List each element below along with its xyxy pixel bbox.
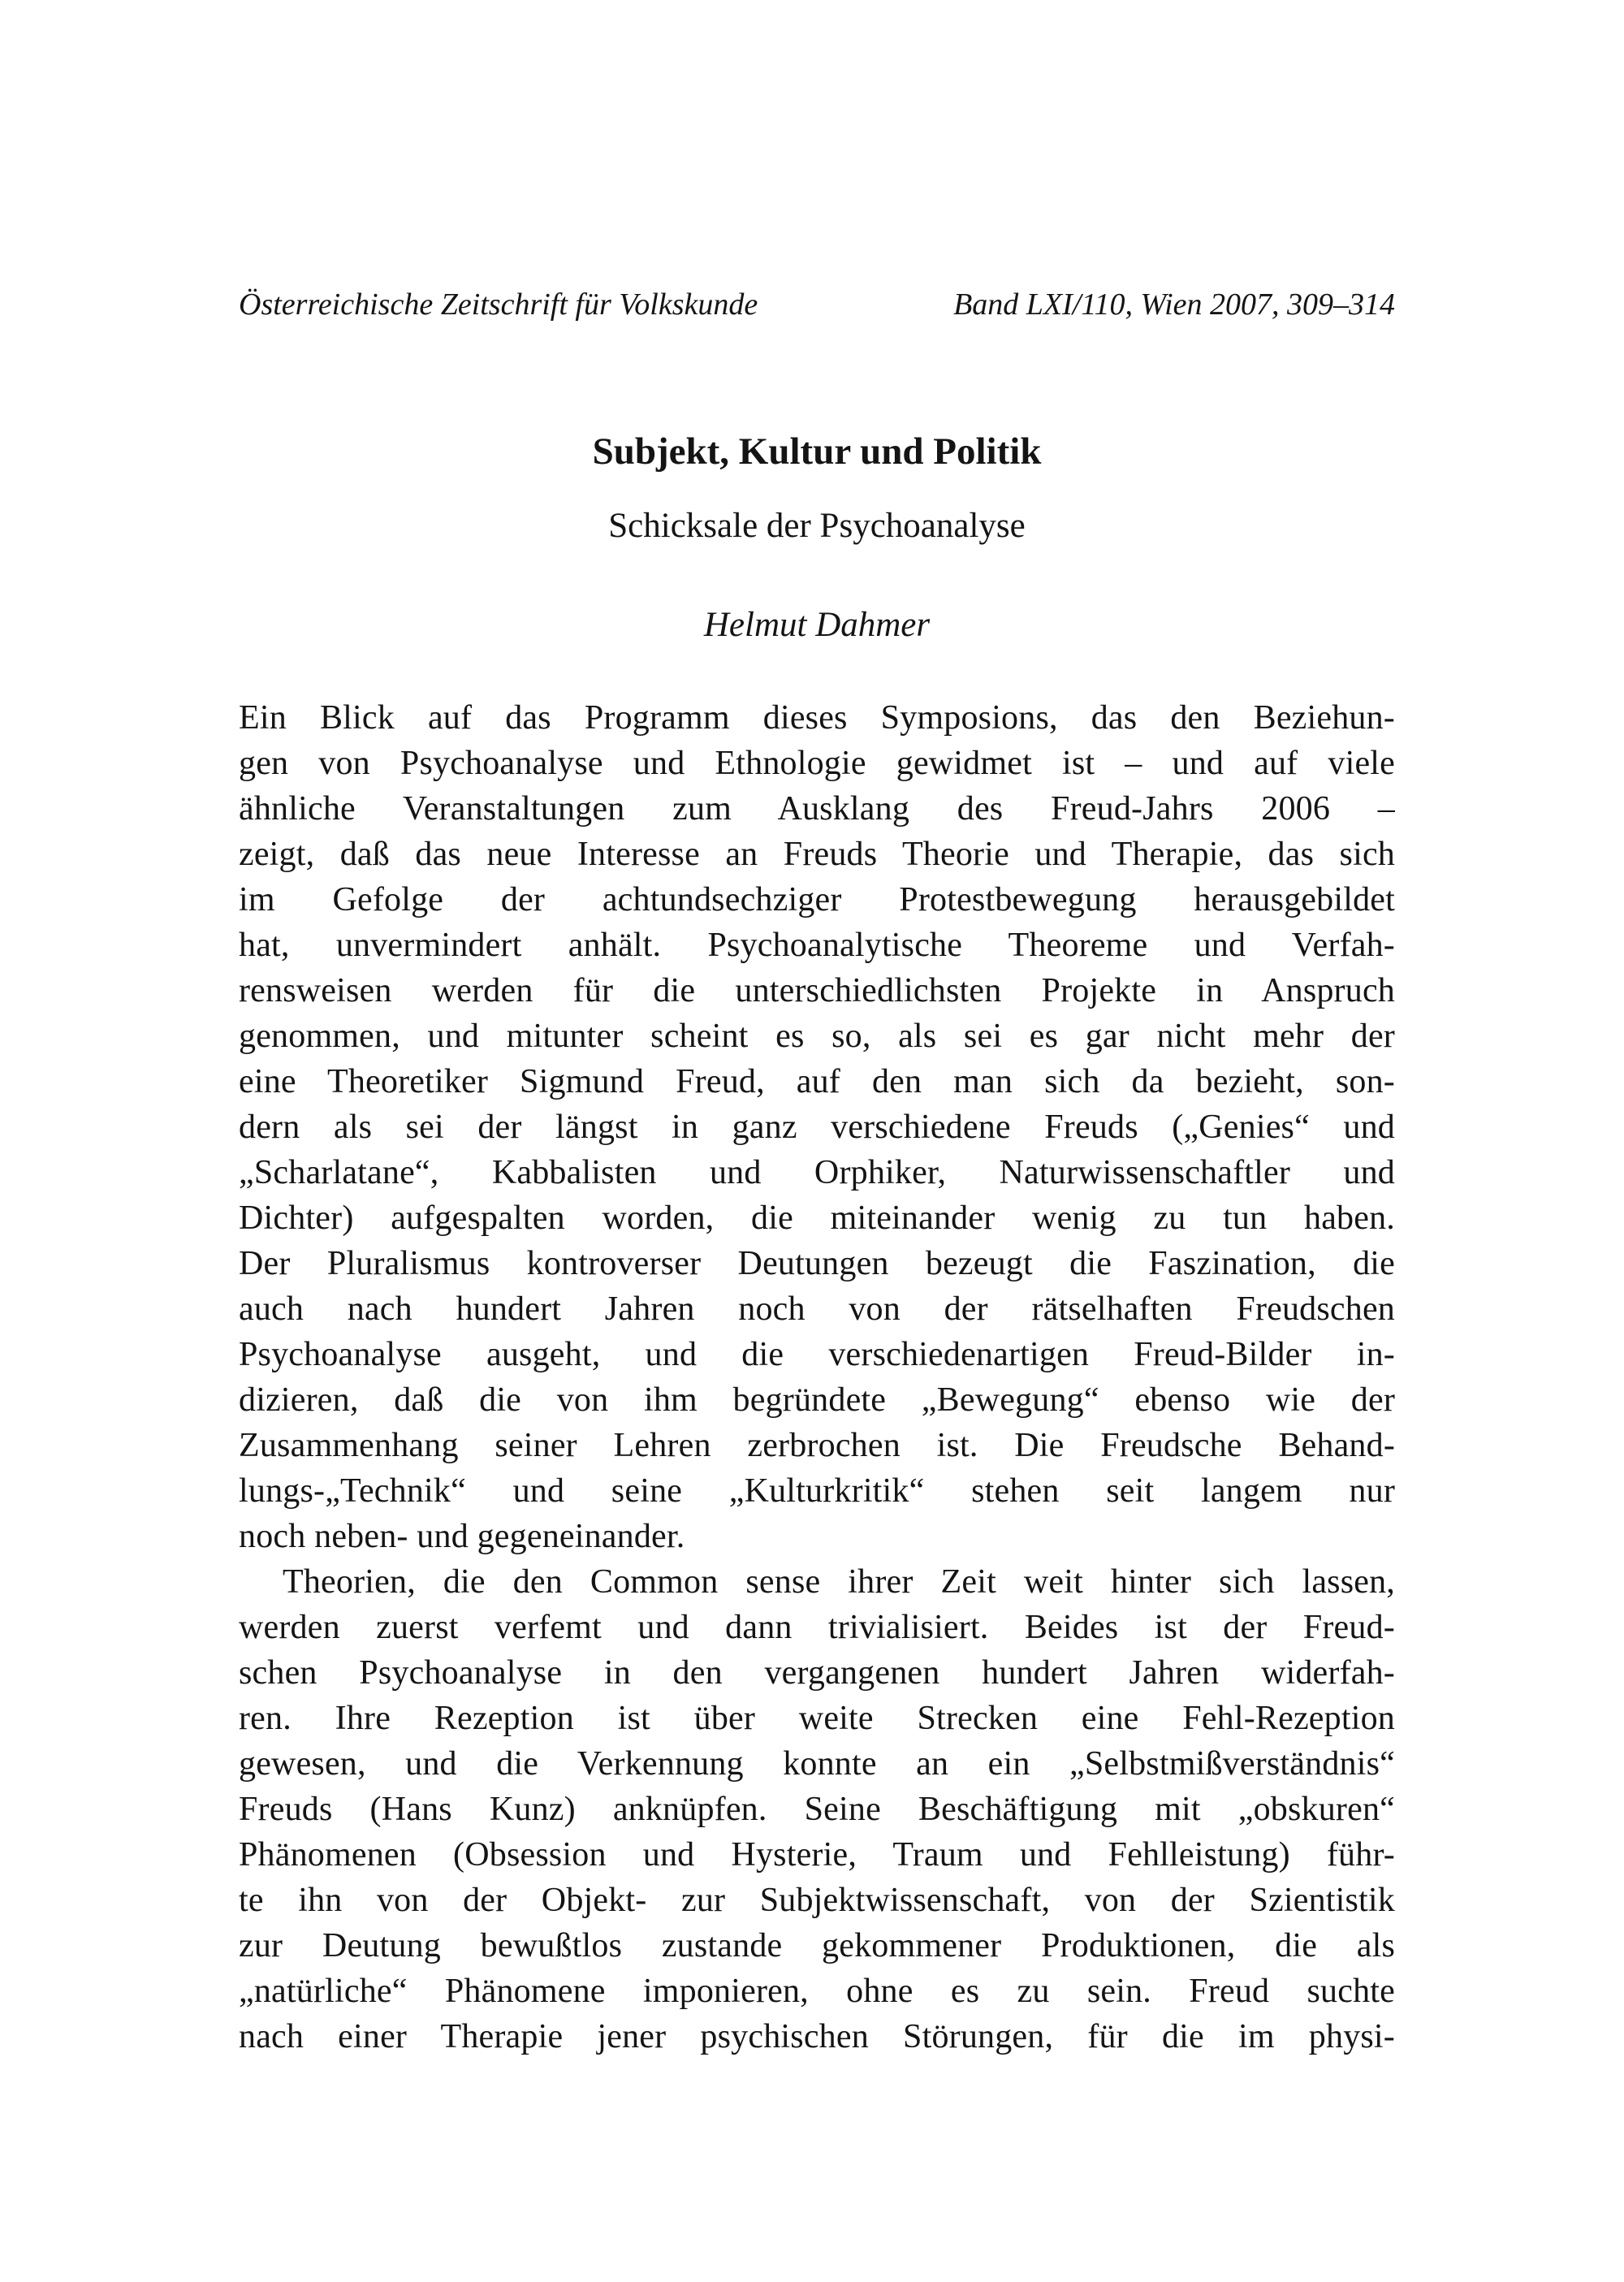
article-title: Subjekt, Kultur und Politik: [592, 430, 1042, 473]
body-line: gewesen, und die Verkennung konnte an ein „Selbstmißverständnis“: [239, 1745, 1395, 1783]
body-line: „natürliche“ Phänomene imponieren, ohne es zu sein. Freud suchte: [239, 1973, 1395, 2010]
body-line: werden zuerst verfemt und dann trivialisiert. Beides ist der Freud-: [239, 1609, 1395, 1646]
body-line: Ein Blick auf das Programm dieses Symposions, das den Beziehun-: [239, 699, 1395, 737]
body-line: zeigt, daß das neue Interesse an Freuds Theorie und Therapie, das sich: [239, 836, 1395, 873]
body-line: Freuds (Hans Kunz) anknüpfen. Seine Beschäftigung mit „obskuren“: [239, 1791, 1395, 1828]
journal-name: Österreichische Zeitschrift für Volkskunde: [239, 287, 758, 322]
body-line: te ihn von der Objekt- zur Subjektwissenschaft, von der Szientistik: [239, 1882, 1395, 1919]
body-line: Phänomenen (Obsession und Hysterie, Traum und Fehlleistung) führ-: [239, 1836, 1395, 1874]
body-line: rensweisen werden für die unterschiedlichsten Projekte in Anspruch: [239, 972, 1395, 1009]
body-line: im Gefolge der achtundsechziger Protestbewegung herausgebildet: [239, 881, 1395, 918]
article-body: [239, 695, 1395, 2059]
body-line: ren. Ihre Rezeption ist über weite Strecken eine Fehl-Rezeption: [239, 1700, 1395, 1737]
body-line: ähnliche Veranstaltungen zum Ausklang des Freud-Jahrs 2006 –: [239, 790, 1395, 828]
body-line: Der Pluralismus kontroverser Deutungen bezeugt die Faszination, die: [239, 1245, 1395, 1282]
article-author: Helmut Dahmer: [703, 606, 931, 644]
body-line: gen von Psychoanalyse und Ethnologie gewidmet ist – und auf viele: [239, 745, 1395, 782]
body-line: Theorien, die den Common sense ihrer Zeit weit hinter sich lassen,: [283, 1563, 1395, 1601]
body-line: auch nach hundert Jahren noch von der rätselhaften Freudschen: [239, 1290, 1395, 1328]
body-line: „Scharlatane“, Kabbalisten und Orphiker, Naturwissenschaftler und: [239, 1154, 1395, 1191]
article-subtitle: Schicksale der Psychoanalyse: [608, 507, 1026, 545]
body-line: Psychoanalyse ausgeht, und die verschiedenartigen Freud-Bilder in-: [239, 1336, 1395, 1373]
body-line: noch neben- und gegeneinander.: [239, 1518, 685, 1555]
issue-info: Band LXI/110, Wien 2007, 309–314: [953, 287, 1395, 322]
body-line: dern als sei der längst in ganz verschiedene Freuds („Genies“ und: [239, 1109, 1395, 1146]
body-line: Zusammenhang seiner Lehren zerbrochen ist. Die Freudsche Behand-: [239, 1427, 1395, 1464]
body-line: zur Deutung bewußtlos zustande gekommener Produktionen, die als: [239, 1927, 1395, 1964]
body-line: dizieren, daß die von ihm begründete „Bewegung“ ebenso wie der: [239, 1381, 1395, 1419]
body-line: genommen, und mitunter scheint es so, als sei es gar nicht mehr der: [239, 1018, 1395, 1055]
body-line: nach einer Therapie jener psychischen Störungen, für die im physi-: [239, 2018, 1395, 2055]
body-line: schen Psychoanalyse in den vergangenen hundert Jahren widerfah-: [239, 1654, 1395, 1692]
body-line: Dichter) aufgespalten worden, die miteinander wenig zu tun haben.: [239, 1199, 1395, 1237]
body-line: eine Theoretiker Sigmund Freud, auf den man sich da bezieht, son-: [239, 1063, 1395, 1100]
body-line: lungs-„Technik“ und seine „Kulturkritik“ stehen seit langem nur: [239, 1472, 1395, 1510]
body-line: hat, unvermindert anhält. Psychoanalytische Theoreme und Verfah-: [239, 927, 1395, 964]
page-header: [239, 286, 1395, 323]
